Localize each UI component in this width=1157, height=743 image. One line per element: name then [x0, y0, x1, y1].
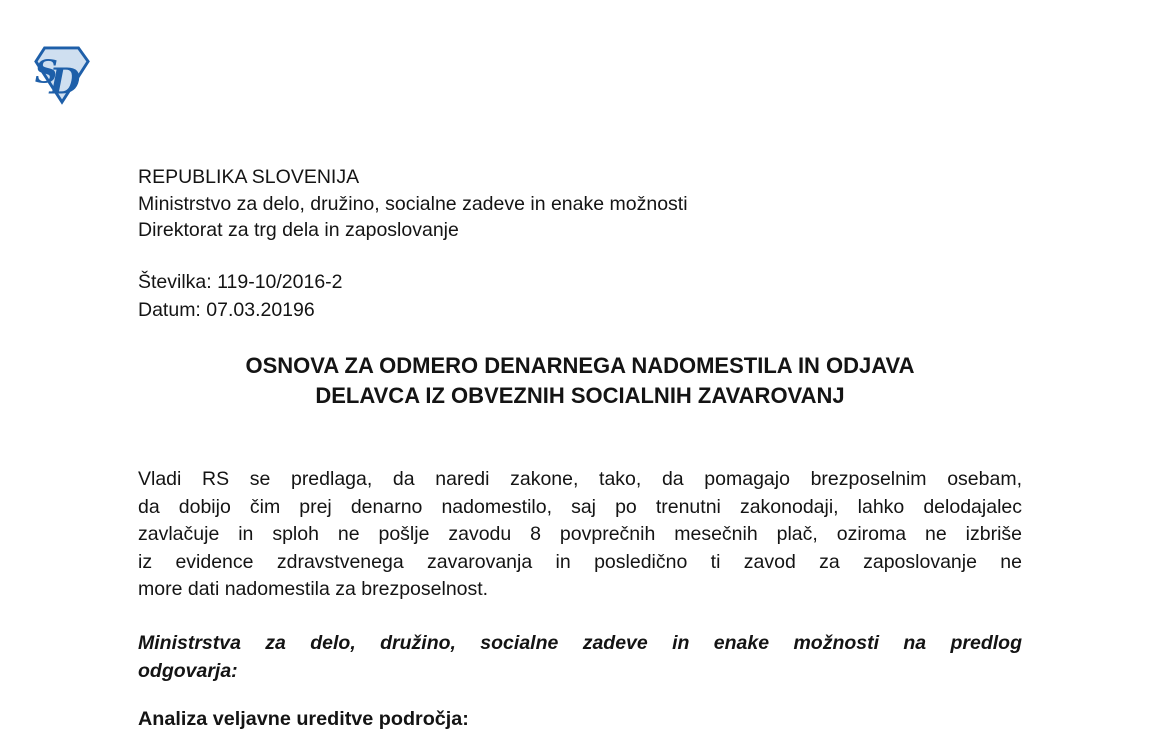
logo-letter-s: S [34, 52, 58, 91]
body-paragraph-2 [138, 630, 1022, 685]
letterhead-country: REPUBLIKA SLOVENIJA [138, 166, 360, 188]
letterhead-directorate: Direktorat za trg dela in zaposlovanje [138, 219, 459, 241]
section-heading: Analiza veljavne ureditve področja: [138, 708, 469, 730]
letterhead-ministry: Ministrstvo za delo, družino, socialne zadeve in enake možnosti [138, 192, 688, 215]
sd-logo [33, 45, 91, 105]
document-number: Številka: 119-10/2016-2 [138, 271, 343, 293]
title-line-2: DELAVCA IZ OBVEZNIH SOCIALNIH ZAVAROVANJ [315, 383, 845, 408]
logo-letter-d: D [49, 60, 81, 103]
document-title [138, 351, 1022, 411]
paragraph-line: more dati nadomestila za brezposelnost. [138, 578, 489, 601]
document-meta [138, 268, 1022, 324]
paragraph-line: Ministrstva za delo, družino, socialne zadeve in enake možnosti na predlog [138, 632, 1022, 654]
paragraph-line: odgovarja: [138, 659, 238, 682]
document-date: Datum: 07.03.20196 [138, 299, 315, 321]
title-line-1: OSNOVA ZA ODMERO DENARNEGA NADOMESTILA IN ODJAVA [245, 353, 915, 378]
letterhead [138, 164, 1022, 244]
body-paragraph-1 [138, 466, 1022, 604]
paragraph-line: Vladi RS se predlaga, da naredi zakone, tako, da pomagajo brezposelnim osebam, [138, 468, 1022, 490]
paragraph-line: zavlačuje in sploh ne pošlje zavodu 8 povprečnih mesečnih plač, oziroma ne izbriše [138, 523, 1022, 546]
paragraph-line: da dobijo čim prej denarno nadomestilo, saj po trenutni zakonodaji, lahko delodajalec [138, 495, 1022, 518]
paragraph-line: iz evidence zdravstvenega zavarovanja in posledično ti zavod za zaposlovanje ne [138, 550, 1022, 573]
